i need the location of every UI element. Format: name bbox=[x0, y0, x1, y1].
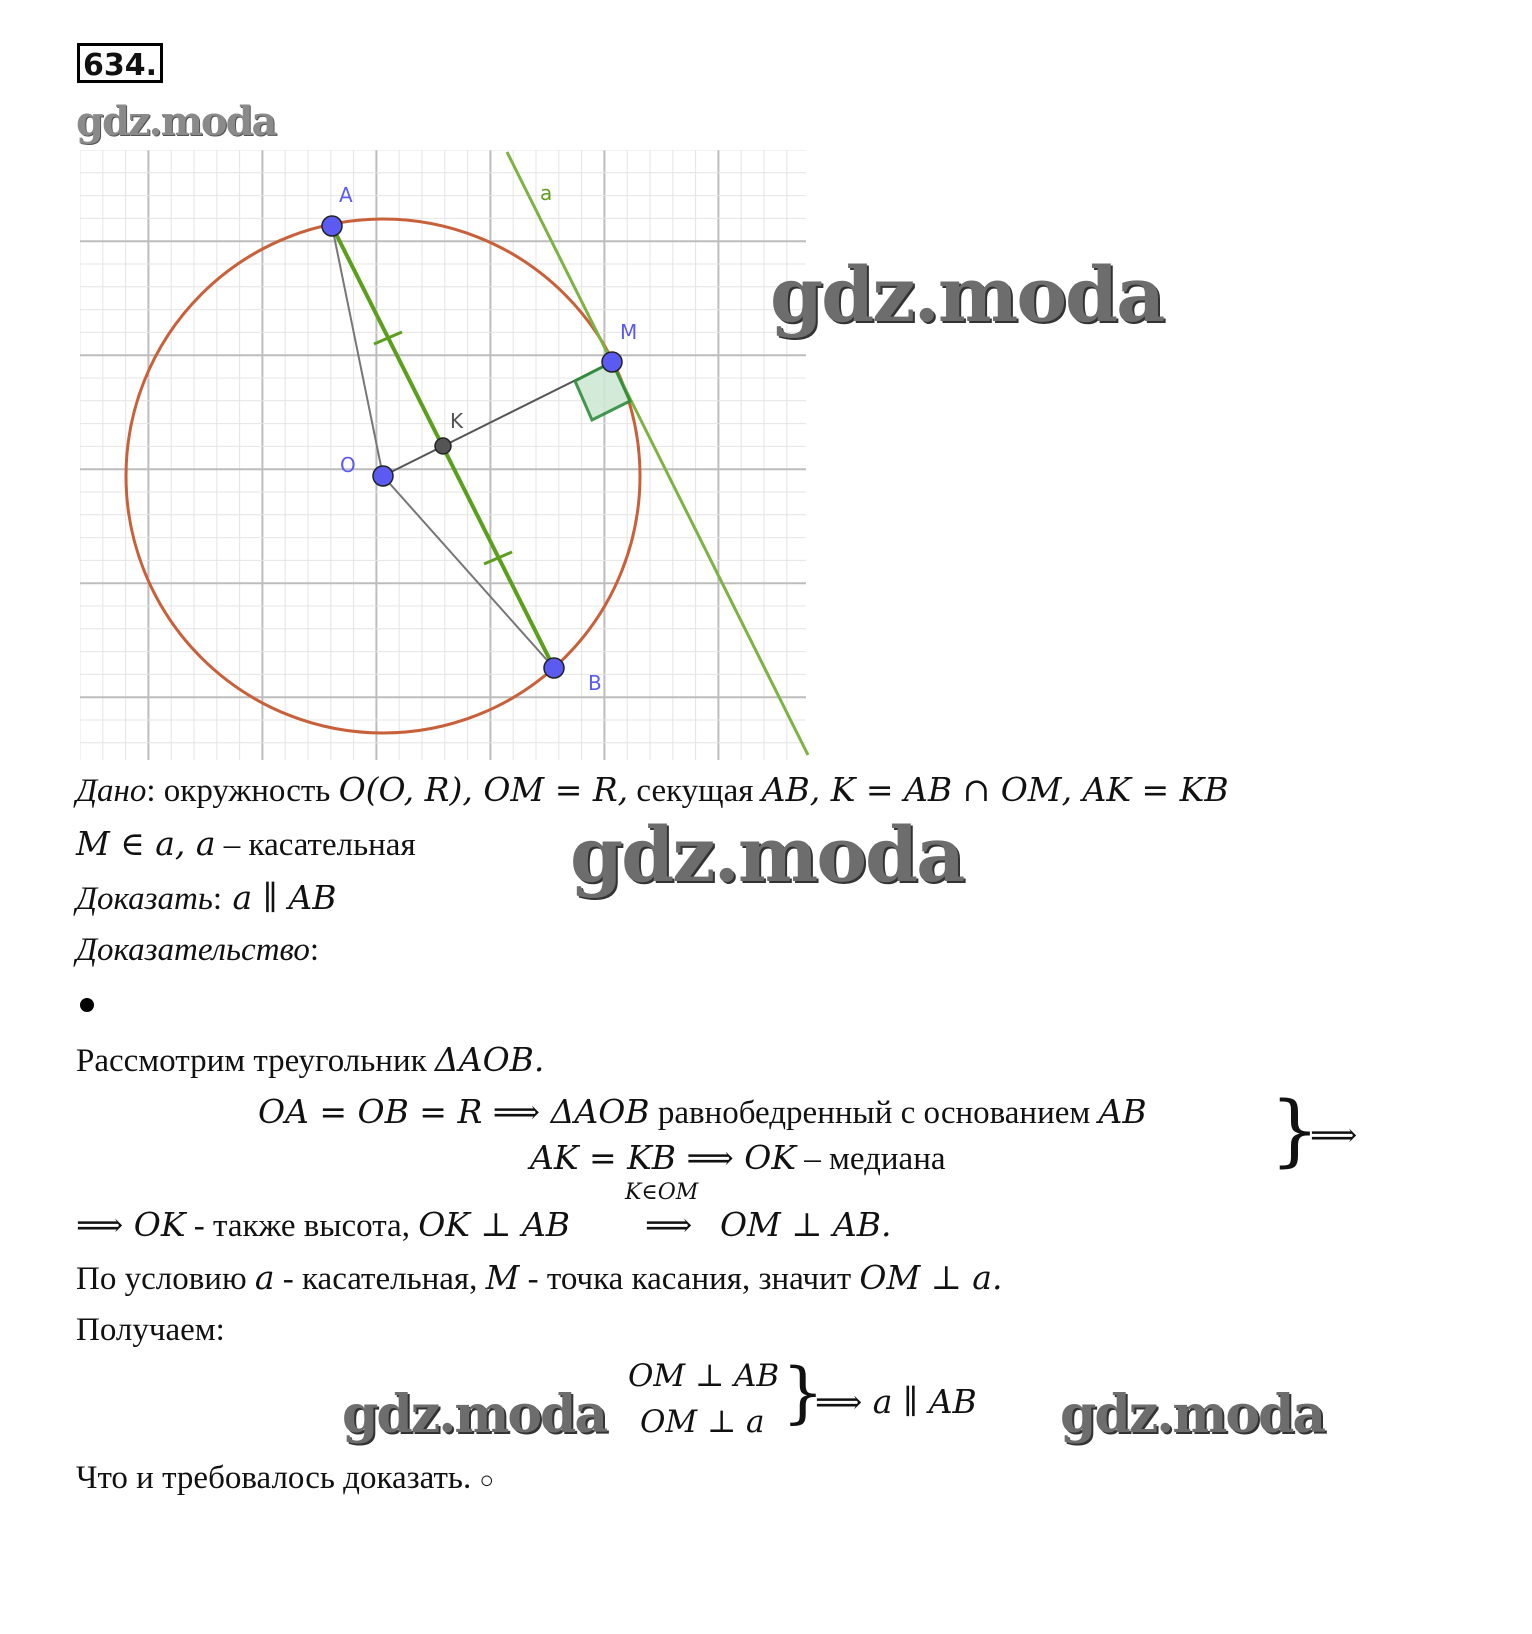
point-b bbox=[544, 658, 564, 678]
qed-symbol: ○ bbox=[479, 1468, 494, 1494]
watermark-small: gdz.moda bbox=[76, 98, 276, 145]
system2-result: ⟹ a ∥ AB bbox=[815, 1382, 977, 1421]
prove-line: Доказать: a ∥ AB bbox=[76, 878, 337, 917]
watermark-big-2: gdz.moda bbox=[570, 810, 964, 899]
watermark-big-1: gdz.moda bbox=[770, 250, 1164, 339]
right-angle-mark bbox=[575, 362, 630, 420]
point-o bbox=[373, 466, 393, 486]
tangent-condition-line: По условию a - касательная, M - точка касания, значит OM ⊥ a. bbox=[76, 1258, 1003, 1297]
system1-brace: } bbox=[1270, 1086, 1320, 1176]
get-line: Получаем: bbox=[76, 1312, 225, 1348]
point-a bbox=[322, 216, 342, 236]
segment-ob bbox=[383, 476, 554, 668]
point-k bbox=[435, 438, 451, 454]
system1-arrow: ⟹ bbox=[1310, 1115, 1358, 1154]
om-perp-ab: OM ⊥ AB. bbox=[720, 1205, 892, 1244]
system1-line-2: AK = KB ⟹ OK – медиана bbox=[530, 1138, 946, 1177]
consider-line: Рассмотрим треугольник ΔAOB. bbox=[76, 1040, 545, 1079]
qed-line: Что и требовалось доказать. ○ bbox=[76, 1460, 494, 1496]
label-o: O bbox=[340, 453, 356, 477]
over-arrow-label: K∈OM bbox=[625, 1180, 699, 1205]
problem-number: 634. bbox=[77, 43, 163, 83]
grid bbox=[80, 150, 806, 760]
watermark-mid-1: gdz.moda bbox=[342, 1384, 607, 1445]
label-b: B bbox=[588, 671, 602, 695]
system2-line-1: OM ⊥ AB bbox=[628, 1358, 780, 1394]
system2-line-2: OM ⊥ a bbox=[640, 1404, 765, 1440]
given-line-1: Дано: окружность O(O, R), OM = R, секущая AB, K = AB ∩ OM, AK = KB bbox=[76, 770, 1229, 809]
label-k: K bbox=[450, 409, 464, 433]
proof-label-line: Доказательство: bbox=[76, 932, 320, 968]
height-line: ⟹ OK - также высота, OK ⊥ AB bbox=[76, 1205, 571, 1244]
bullet bbox=[80, 998, 94, 1012]
label-a: A bbox=[339, 183, 353, 207]
geometry-figure bbox=[0, 0, 1532, 760]
label-line-a: a bbox=[540, 181, 553, 205]
label-m: M bbox=[620, 320, 638, 344]
given-line-2: M ∈ a, a – касательная bbox=[76, 824, 416, 863]
given-expr-2: AB, K = AB ∩ OM, AK = KB bbox=[761, 770, 1229, 809]
given-label: Дано bbox=[76, 773, 147, 809]
system1-line-1: OA = OB = R ⟹ ΔAOB равнобедренный с основанием AB bbox=[258, 1092, 1147, 1131]
watermark-mid-2: gdz.moda bbox=[1060, 1384, 1325, 1445]
given-expr-1: O(O, R), OM = R, bbox=[338, 770, 629, 809]
point-m bbox=[602, 352, 622, 372]
implication-arrow: ⟹ bbox=[645, 1205, 693, 1244]
system2-brace: } bbox=[782, 1354, 824, 1431]
